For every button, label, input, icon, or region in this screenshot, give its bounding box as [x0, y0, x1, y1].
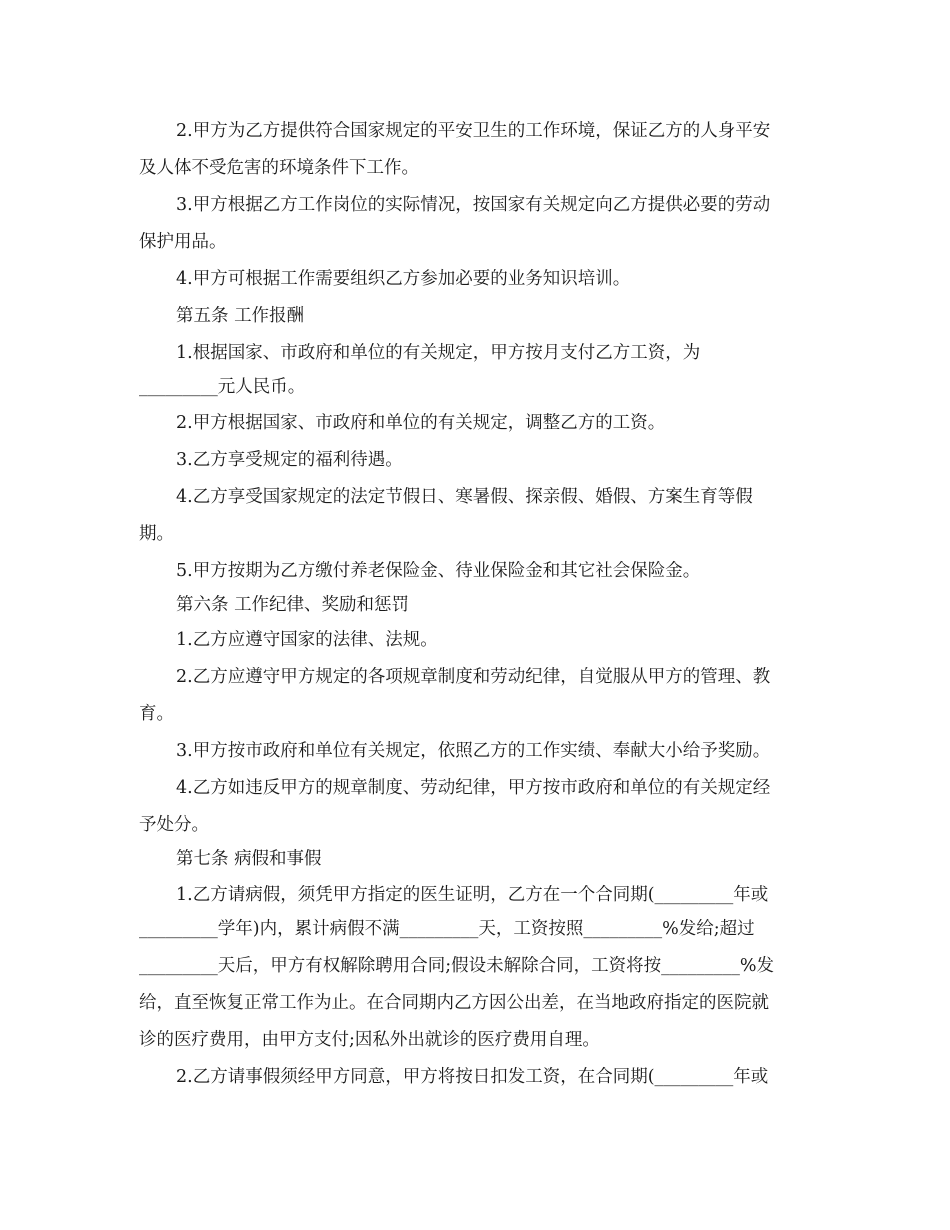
text-line: 2.甲方为乙方提供符合国家规定的平安卫生的工作环境，保证乙方的人身平安: [176, 121, 771, 141]
text-line: 1.根据国家、市政府和单位的有关规定，甲方按月支付乙方工资，为: [176, 343, 701, 363]
text-line: 4.乙方如违反甲方的规章制度、劳动纪律，甲方按市政府和单位的有关规定经: [176, 778, 771, 798]
text-line: 2.乙方应遵守甲方规定的各项规章制度和劳动纪律，自觉服从甲方的管理、教: [176, 667, 771, 687]
section-heading: 第六条 工作纪律、奖励和惩罚: [176, 595, 410, 615]
text-line: 3.甲方根据乙方工作岗位的实际情况，按国家有关规定向乙方提供必要的劳动: [176, 195, 771, 215]
text-line: 2.甲方根据国家、市政府和单位的有关规定，调整乙方的工资。: [176, 413, 666, 433]
text-line: 3.乙方享受规定的福利待遇。: [176, 450, 403, 470]
text-line: 3.甲方按市政府和单位有关规定，依照乙方的工作实绩、奉献大小给予奖励。: [176, 741, 771, 761]
text-line: 给，直至恢复正常工作为止。在合同期内乙方因公出差，在当地政府指定的医院就: [139, 993, 769, 1013]
text-line: 予处分。: [139, 815, 209, 835]
text-line: 4.乙方享受国家规定的法定节假日、寒暑假、探亲假、婚假、方案生育等假: [176, 487, 753, 507]
section-heading: 第七条 病假和事假: [176, 849, 322, 869]
section-heading: 第五条 工作报酬: [176, 306, 305, 326]
text-line: 1.乙方应遵守国家的法律、法规。: [176, 630, 438, 650]
text-line: 5.甲方按期为乙方缴付养老保险金、待业保险金和其它社会保险金。: [176, 561, 701, 581]
text-line: 1.乙方请病假，须凭甲方指定的医生证明，乙方在一个合同期(_________年或: [176, 885, 769, 905]
text-line: 及人体不受危害的环境条件下工作。: [139, 158, 419, 178]
text-line: 诊的医疗费用，由甲方支付;因私外出就诊的医疗费用自理。: [139, 1030, 600, 1050]
text-line: _________元人民币。: [139, 377, 306, 397]
text-line: 2.乙方请事假须经甲方同意，甲方将按日扣发工资，在合同期(_________年或: [176, 1067, 769, 1087]
text-line: 保护用品。: [139, 232, 227, 252]
text-line: _________学年)内，累计病假不满_________天，工资按照_________%发给;超过: [139, 919, 755, 939]
text-line: 期。: [139, 524, 174, 544]
text-line: 育。: [139, 704, 174, 724]
text-line: _________天后，甲方有权解除聘用合同;假设未解除合同，工资将按_________%发: [139, 956, 775, 976]
text-line: 4.甲方可根据工作需要组织乙方参加必要的业务知识培训。: [176, 269, 631, 289]
